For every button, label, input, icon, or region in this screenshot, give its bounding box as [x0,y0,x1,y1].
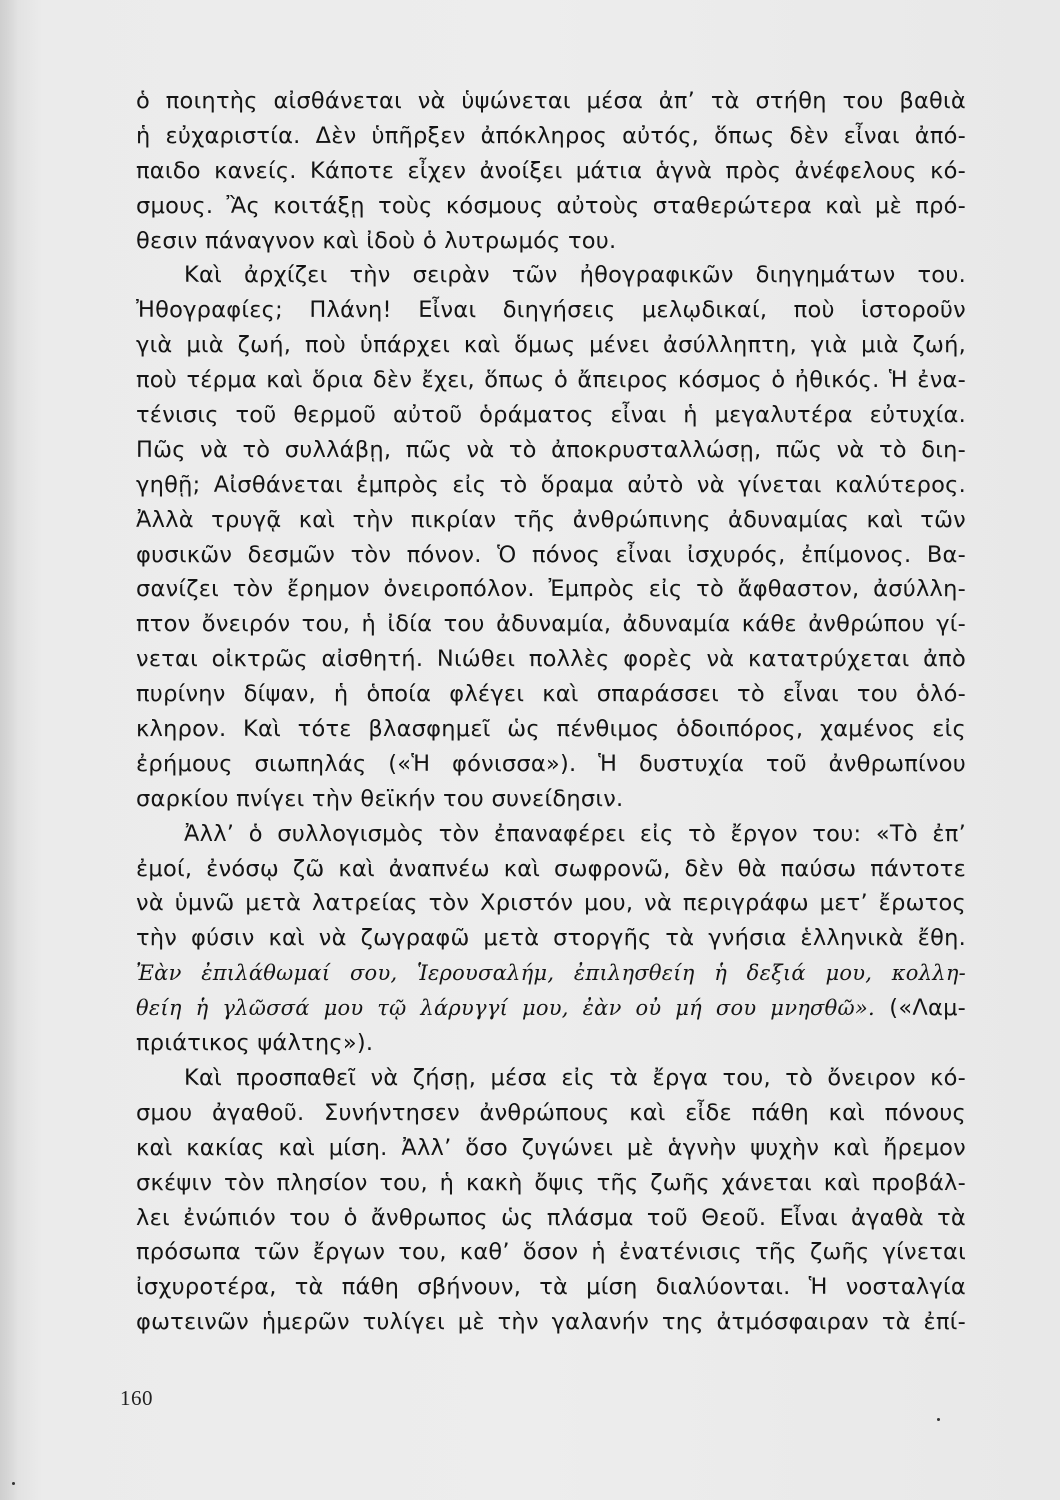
dust-speck [937,1418,940,1421]
text-line: Ἠθογραφίες; Πλάνη! Εἶναι διηγήσεις μελῳδικαί, ποὺ ἱστοροῦν [136,297,966,324]
text-line: σμους. Ἂς κοιτάξῃ τοὺς κόσμους αὐτοὺς σταθερώτερα καὶ μὲ πρό- [136,192,966,219]
text-line: τὴν φύσιν καὶ νὰ ζωγραφῶ μετὰ στοργῆς τὰ γνήσια ἑλληνικὰ ἔθη. [136,925,966,952]
text-line: ὁ ποιητὴς αἰσθάνεται νὰ ὑψώνεται μέσα ἀπ’ τὰ στήθη του βαθιὰ [136,88,966,114]
text-line: σανίζει τὸν ἔρημον ὀνειροπόλον. Ἐμπρὸς εἰς τὸ ἄφθαστον, ἀσύλλη- [136,576,966,603]
text-line: γηθῇ; Αἰσθάνεται ἐμπρὸς εἰς τὸ ὅραμα αὐτὸ νὰ γίνεται καλύτερος. [136,471,966,498]
text-line: νεται οἰκτρῶς αἰσθητή. Νιώθει πολλὲς φορὲς νὰ κατατρύχεται ἀπὸ [136,646,966,673]
text-line: λει ἐνώπιόν του ὁ ἄνθρωπος ὡς πλάσμα τοῦ Θεοῦ. Εἶναι ἀγαθὰ τὰ [136,1204,966,1231]
text-line: πυρίνην δίψαν, ἡ ὁποία φλέγει καὶ σπαράσσει τὸ εἶναι του ὁλό- [136,681,966,708]
text-line: πτον ὄνειρόν του, ἡ ἰδία του ἀδυναμία, ἀδυναμία κάθε ἀνθρώπου γί- [136,611,966,638]
text-line: σμου ἀγαθοῦ. Συνήντησεν ἀνθρώπους καὶ εἶδε πάθη καὶ πόνους [136,1099,966,1126]
text-line: Καὶ προσπαθεῖ νὰ ζήσῃ, μέσα εἰς τὰ ἔργα του, τὸ ὄνειρον κό- [184,1064,966,1091]
quotation-italic: θείη ἡ γλῶσσά μου τῷ λάρυγγί μου, ἐὰν οὐ μή σου μνησθῶ». [136,996,875,1021]
quotation-italic: Ἐὰν ἐπιλάθωμαί σου, Ἱερουσαλήμ, ἐπιλησθείη ἡ δεξιά μου, κολλη- [136,961,966,986]
text-line: Ἀλλὰ τρυγᾷ καὶ τὴν πικρίαν τῆς ἀνθρώπινης ἀδυναμίας καὶ τῶν [136,506,966,533]
dust-speck [12,1482,15,1485]
body-text [136,84,966,1340]
text-line: ἡ εὐχαριστία. Δὲν ὑπῆρξεν ἀπόκληρος αὐτός, ὅπως δὲν εἶναι ἀπό- [136,122,966,149]
work-title-ref: («Λαμ- [889,995,966,1022]
text-line: Πῶς νὰ τὸ συλλάβῃ, πῶς νὰ τὸ ἀποκρυσταλλώσῃ, πῶς νὰ τὸ διη- [136,436,966,463]
text-line: ἐρήμους σιωπηλάς («Ἡ φόνισσα»). Ἡ δυστυχία τοῦ ἀνθρωπίνου [136,750,966,777]
page-number: 160 [120,1386,153,1410]
text-line: γιὰ μιὰ ζωή, ποὺ ὑπάρχει καὶ ὅμως μένει ἀσύλληπτη, γιὰ μιὰ ζωή, [136,332,966,359]
text-line: ἰσχυροτέρα, τὰ πάθη σβήνουν, τὰ μίση διαλύονται. Ἡ νοσταλγία [136,1274,966,1301]
text-line: τένισις τοῦ θερμοῦ αὐτοῦ ὁράματος εἶναι ἡ μεγαλυτέρα εὐτυχία. [136,402,966,429]
text-line: σαρκίου πνίγει τὴν θεϊκήν του συνείδησιν. [136,785,624,812]
text-line: πρόσωπα τῶν ἔργων του, καθ’ ὅσον ἡ ἐνατένισις τῆς ζωῆς γίνεται [136,1239,966,1266]
text-line: παιδο κανείς. Κάποτε εἶχεν ἀνοίξει μάτια ἁγνὰ πρὸς ἀνέφελους κό- [136,157,966,184]
text-line: νὰ ὑμνῶ μετὰ λατρείας τὸν Χριστόν μου, νὰ περιγράφω μετ’ ἔρωτος [136,890,966,917]
text-line: Καὶ ἀρχίζει τὴν σειρὰν τῶν ἠθογραφικῶν διηγημάτων του. [184,262,966,289]
text-line-quote [136,991,966,1026]
text-line: κληρον. Καὶ τότε βλασφημεῖ ὡς πένθιμος ὁδοιπόρος, χαμένος εἰς [136,716,966,743]
text-line: φυσικῶν δεσμῶν τὸν πόνον. Ὁ πόνος εἶναι ἰσχυρός, ἐπίμονος. Βα- [136,541,966,568]
text-line-quote [136,956,966,991]
text-line: σκέψιν τὸν πλησίον του, ἡ κακὴ ὄψις τῆς ζωῆς χάνεται καὶ προβάλ- [136,1169,966,1196]
text-line: καὶ κακίας καὶ μίση. Ἀλλ’ ὅσο ζυγώνει μὲ ἁγνὴν ψυχὴν καὶ ἤρεμον [136,1134,966,1161]
text-line: φωτεινῶν ἡμερῶν τυλίγει μὲ τὴν γαλανήν της ἀτμόσφαιραν τὰ ἐπί- [136,1309,966,1336]
text-line: θεσιν πάναγνον καὶ ἰδοὺ ὁ λυτρωμός του. [136,227,617,254]
text-line: πριάτικος ψάλτης»). [136,1030,374,1057]
spine-shadow [0,0,18,1500]
text-line: ἐμοί, ἐνόσῳ ζῶ καὶ ἀναπνέω καὶ σωφρονῶ, δὲν θὰ παύσω πάντοτε [136,855,966,882]
text-line: ποὺ τέρμα καὶ ὅρια δὲν ἔχει, ὅπως ὁ ἄπειρος κόσμος ὁ ἠθικός. Ἡ ἐνα- [136,367,966,394]
text-line: Ἀλλ’ ὁ συλλογισμὸς τὸν ἐπαναφέρει εἰς τὸ ἔργον του: «Τὸ ἐπ’ [184,820,966,847]
